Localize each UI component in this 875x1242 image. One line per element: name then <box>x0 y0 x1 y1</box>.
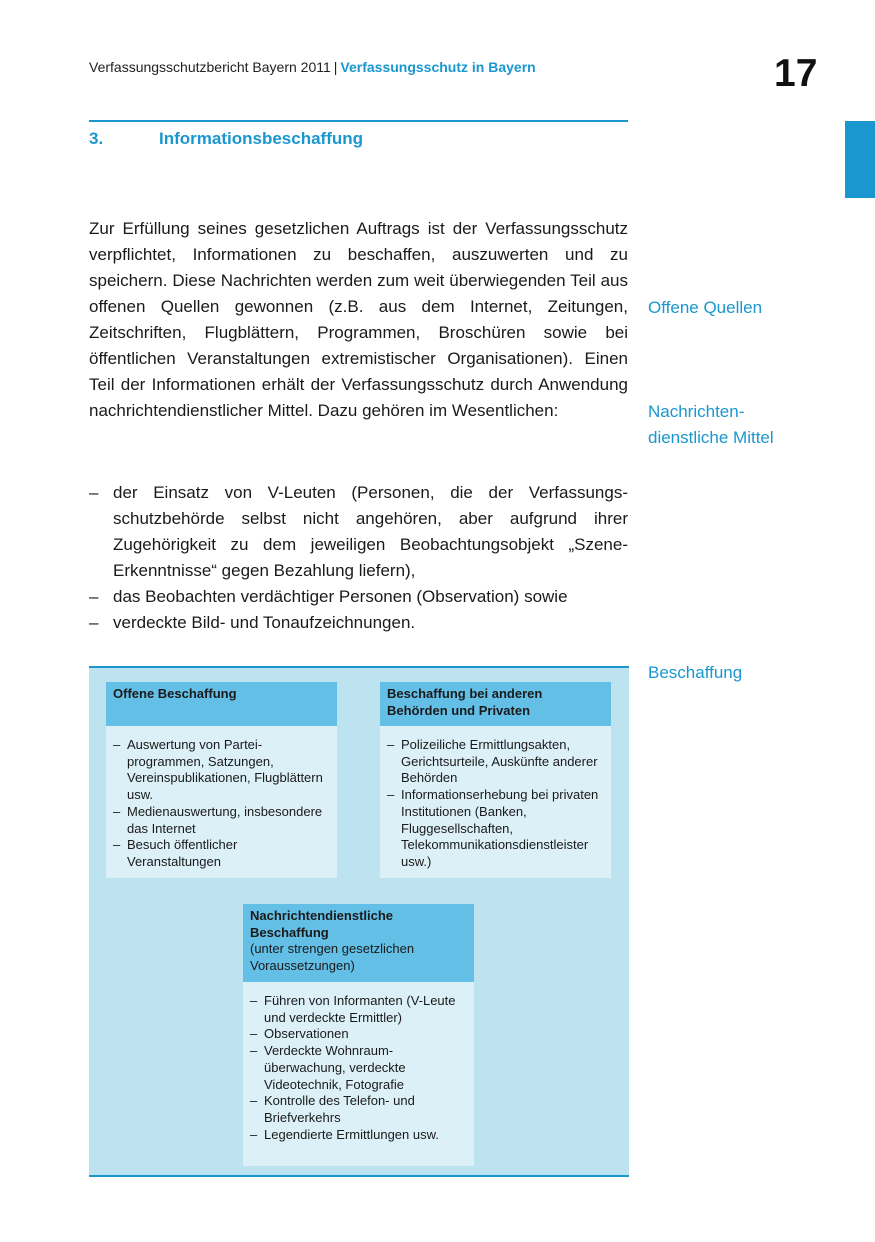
chapter-number: 3. <box>89 129 104 148</box>
box-title: Beschaffung bei anderen Behörden und Privaten <box>387 686 543 718</box>
box-header <box>243 904 474 982</box>
list-item: – Verdeckte Wohnraumüberwachung, verdeckte Videotechnik, Fotografie <box>250 1043 468 1093</box>
box-list <box>250 993 468 1143</box>
list-item: – Auswertung von Parteiprogrammen, Satzungen, Vereinspublikationen, Flugblättern usw. <box>113 737 331 804</box>
box-list <box>113 737 331 871</box>
publication-title: Verfassungsschutzbericht Bayern 2011 <box>89 59 331 75</box>
margin-note-offene-quellen: Offene Quellen <box>648 298 763 317</box>
box-nachrichtendienstliche-beschaffung <box>243 904 474 1166</box>
procurement-diagram <box>89 666 629 1177</box>
box-title: Offene Beschaffung <box>113 686 237 701</box>
list-item: – Besuch öffentlicher Veranstaltungen <box>113 837 331 870</box>
list-item: – Informationserhebung bei privaten Institutionen (Banken, Fluggesellschaften, Telekommunikationsdienstleister usw.) <box>387 787 605 871</box>
list-item: – Führen von Informanten (V-Leute und verdeckte Ermittler) <box>250 993 468 1026</box>
box-list <box>387 737 605 871</box>
box-body <box>243 982 474 1166</box>
list-item: – verdeckte Bild- und Tonaufzeichnungen. <box>89 610 628 636</box>
header-separator: | <box>333 59 338 75</box>
margin-note-nachrichtendienstliche-mittel <box>648 399 774 451</box>
box-beschaffung-behoerden <box>380 682 611 878</box>
list-item: – Kontrolle des Telefon- und Briefverkehrs <box>250 1093 468 1126</box>
list-item: – Polizeiliche Ermittlungsakten, Gerichtsurteile, Auskünfte anderer Behörden <box>387 737 605 787</box>
margin-note-line: Nachrichten- <box>648 402 745 421</box>
body-paragraph: Zur Erfüllung seines gesetzlichen Auftrags ist der Verfassungsschutz verpflichtet, Informationen zu beschaffen, auszuwerten und zu speichern. Diese Nachrichten werden zum weit überwiegenden Teil aus offenen Quellen gewonnen (z.B. aus dem Internet, Zeitungen, Zeitschriften, Flugblättern, Programmen, Broschüren sowie bei öffentlichen Veranstaltungen extremistischer Organisationen). Einen Teil der Informationen erhält der Verfassungsschutz durch Anwendung nachrichtendienstlicher Mittel. Dazu gehören im Wesentlichen: <box>89 219 628 420</box>
page-number: 17 <box>774 52 818 95</box>
chapter-tab-marker <box>845 121 875 198</box>
list-item: – der Einsatz von V-Leuten (Personen, die der Verfassungsschutzbehörde selbst nicht angehören, aber aufgrund ihrer Zugehörigkeit zu dem jeweiligen Beobachtungsobjekt „Szene-Erkenntnisse“ gegen Bezahlung liefern), <box>89 480 628 584</box>
methods-list <box>89 480 628 636</box>
box-body <box>380 726 611 878</box>
box-title: Nachrichtendienstliche Beschaffung <box>250 908 394 940</box>
list-item: – Legendierte Ermittlungen usw. <box>250 1127 468 1144</box>
box-offene-beschaffung <box>106 682 337 878</box>
list-item: – das Beobachten verdächtiger Personen (Observation) sowie <box>89 584 628 610</box>
section-title: Verfassungsschutz in Bayern <box>340 59 536 75</box>
margin-note-line: dienstliche Mittel <box>648 428 774 447</box>
list-item: – Medienauswertung, insbesondere das Internet <box>113 804 331 837</box>
box-header <box>380 682 611 726</box>
chapter-heading <box>89 129 363 149</box>
box-subtitle: (unter strengen gesetzlichen Voraussetzungen) <box>250 941 415 974</box>
heading-rule <box>89 120 628 122</box>
box-body <box>106 726 337 878</box>
margin-note-beschaffung: Beschaffung <box>648 663 743 682</box>
box-header <box>106 682 337 726</box>
chapter-title: Informationsbeschaffung <box>159 129 364 148</box>
running-header <box>89 59 536 75</box>
list-item: – Observationen <box>250 1026 468 1043</box>
